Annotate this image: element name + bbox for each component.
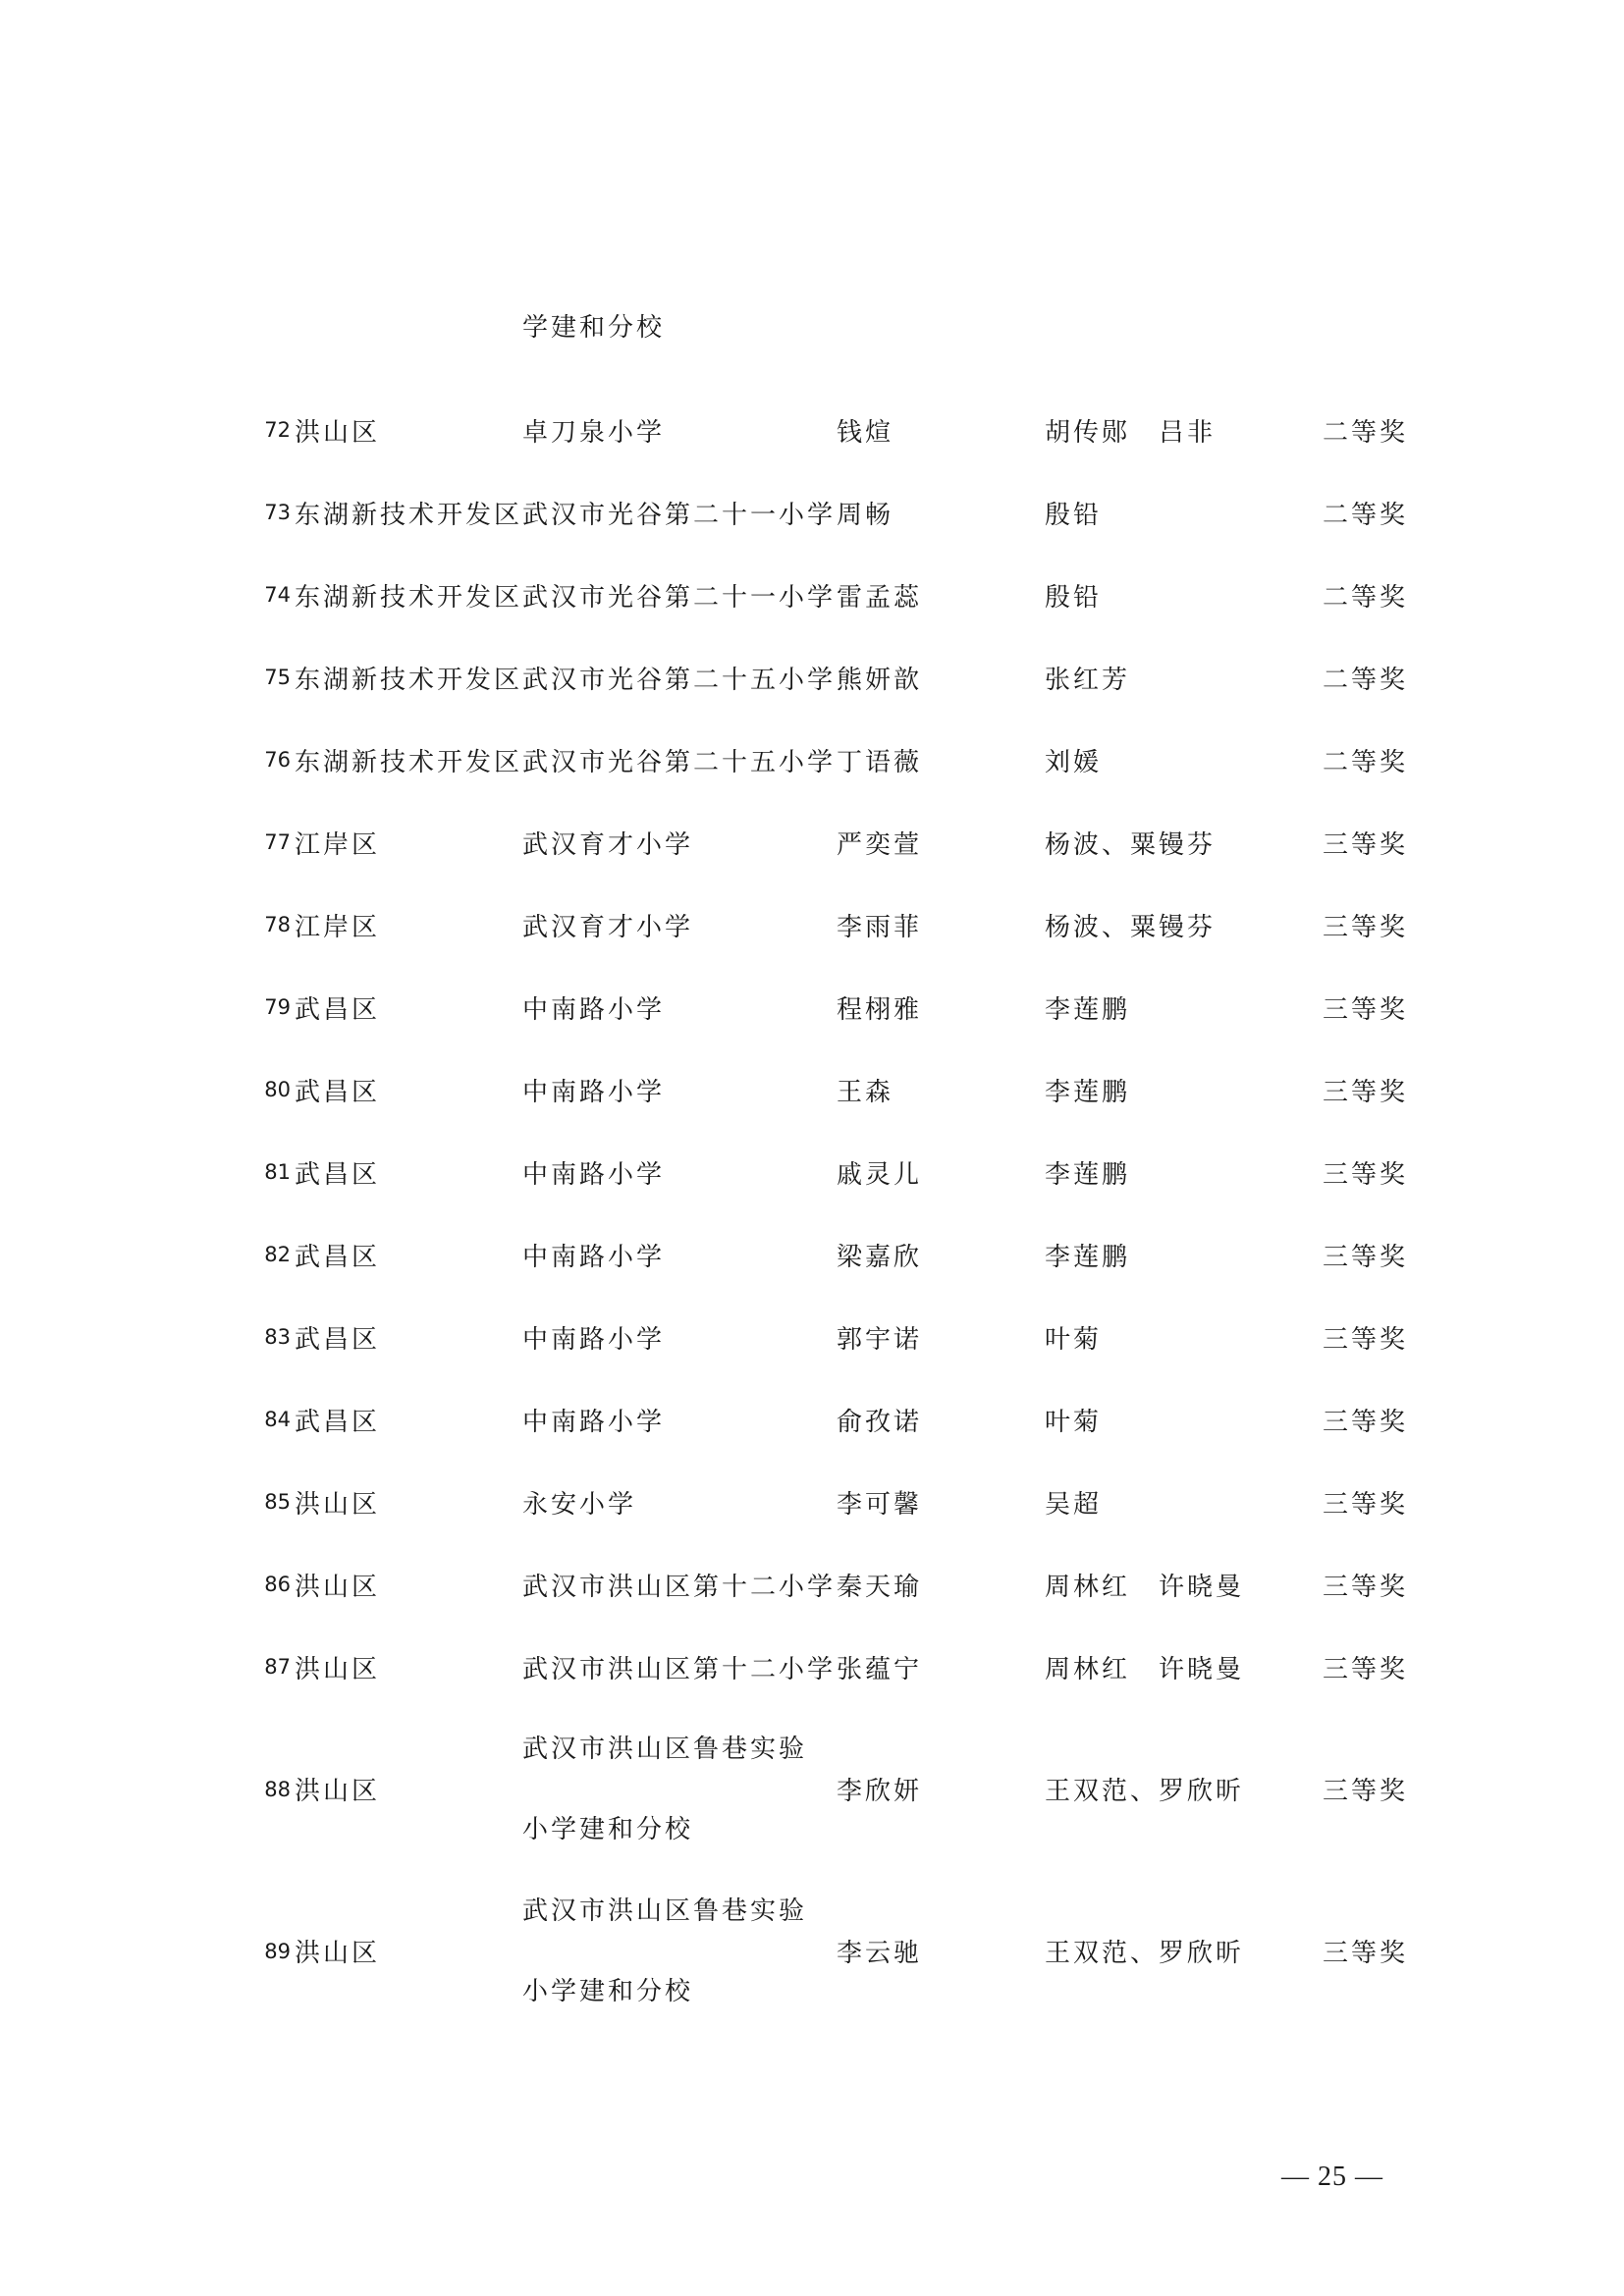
student-cell: 周畅	[837, 500, 894, 530]
table-row	[0, 1378, 1624, 1461]
table-row	[0, 1048, 1624, 1131]
school-cell: 武汉市光谷第二十五小学	[522, 665, 837, 695]
district-cell: 江岸区	[295, 829, 381, 860]
teacher-cell: 张红芳	[1045, 665, 1131, 695]
table-row	[0, 554, 1624, 636]
student-cell: 熊妍歆	[837, 665, 923, 695]
teacher-cell: 李莲鹏	[1045, 1242, 1131, 1272]
award-cell: 二等奖	[1323, 665, 1409, 695]
teacher-cell: 叶菊	[1045, 1324, 1103, 1355]
table-row	[0, 1213, 1624, 1296]
student-cell: 王森	[837, 1077, 894, 1107]
school-cell: 卓刀泉小学	[522, 417, 666, 448]
row-number: 75	[264, 666, 291, 689]
school-cell: 武汉市光谷第二十一小学	[522, 582, 837, 613]
teacher-cell: 周林红 许晓曼	[1045, 1572, 1245, 1602]
student-cell: 李雨菲	[837, 912, 923, 942]
district-cell: 武昌区	[295, 1159, 381, 1190]
school-cell: 中南路小学	[522, 1324, 666, 1355]
student-cell: 李云驰	[837, 1939, 923, 1968]
row-number: 78	[264, 913, 291, 936]
student-cell: 丁语薇	[837, 747, 923, 777]
school-cell: 武汉市光谷第二十五小学	[522, 747, 837, 777]
teacher-cell: 王双范、罗欣昕	[1045, 1777, 1245, 1806]
district-cell: 武昌区	[295, 1242, 381, 1272]
student-cell: 雷孟蕊	[837, 582, 923, 613]
teacher-cell: 殷铅	[1045, 582, 1103, 613]
award-cell: 二等奖	[1323, 582, 1409, 613]
row-number: 88	[264, 1777, 291, 1801]
teacher-cell: 李莲鹏	[1045, 1077, 1131, 1107]
row-number: 87	[264, 1655, 291, 1679]
student-cell: 程栩雅	[837, 994, 923, 1025]
award-cell: 三等奖	[1323, 1654, 1409, 1684]
district-cell: 洪山区	[295, 1489, 381, 1520]
row-number: 80	[264, 1078, 291, 1101]
award-cell: 三等奖	[1323, 994, 1409, 1025]
student-cell: 俞孜诺	[837, 1407, 923, 1437]
award-cell: 三等奖	[1323, 1324, 1409, 1355]
district-cell: 武昌区	[295, 1077, 381, 1107]
district-cell: 武昌区	[295, 1407, 381, 1437]
row-number: 85	[264, 1490, 291, 1514]
student-cell: 张蕴宁	[837, 1654, 923, 1684]
award-cell: 二等奖	[1323, 747, 1409, 777]
student-cell: 严奕萱	[837, 829, 923, 860]
school-cell: 永安小学	[522, 1489, 637, 1520]
table-row	[0, 719, 1624, 801]
row-number: 72	[264, 418, 291, 442]
table-row	[0, 471, 1624, 554]
student-cell: 李欣妍	[837, 1777, 923, 1806]
table-row	[0, 1296, 1624, 1378]
award-cell: 二等奖	[1323, 417, 1409, 448]
student-cell: 郭宇诺	[837, 1324, 923, 1355]
row-number: 79	[264, 995, 291, 1019]
page-number: — 25 —	[1281, 2162, 1383, 2192]
teacher-cell: 李莲鹏	[1045, 1159, 1131, 1190]
teacher-cell: 李莲鹏	[1045, 994, 1131, 1025]
teacher-cell: 刘媛	[1045, 747, 1103, 777]
row-number: 82	[264, 1243, 291, 1266]
teacher-cell: 叶菊	[1045, 1407, 1103, 1437]
teacher-cell: 吴超	[1045, 1489, 1103, 1520]
row-number: 81	[264, 1160, 291, 1184]
district-cell: 东湖新技术开发区	[295, 500, 523, 530]
school-cell: 武汉市洪山区鲁巷实验小学建和分校	[522, 1896, 808, 2006]
row-number: 74	[264, 583, 291, 607]
table-row	[0, 966, 1624, 1048]
student-cell: 李可馨	[837, 1489, 923, 1520]
teacher-cell: 周林红 许晓曼	[1045, 1654, 1245, 1684]
district-cell: 武昌区	[295, 994, 381, 1025]
student-cell: 梁嘉欣	[837, 1242, 923, 1272]
district-cell: 武昌区	[295, 1324, 381, 1355]
table-row	[0, 1461, 1624, 1543]
award-cell: 二等奖	[1323, 500, 1409, 530]
table-row	[0, 801, 1624, 883]
award-cell: 三等奖	[1323, 1242, 1409, 1272]
award-cell: 三等奖	[1323, 1939, 1409, 1968]
school-cell: 武汉市光谷第二十一小学	[522, 500, 837, 530]
teacher-cell: 杨波、粟镘芬	[1045, 829, 1217, 860]
row-number: 76	[264, 748, 291, 772]
school-cell: 中南路小学	[522, 1077, 666, 1107]
table-row	[0, 636, 1624, 719]
school-cell: 武汉育才小学	[522, 912, 694, 942]
table-row	[0, 883, 1624, 966]
school-cell: 中南路小学	[522, 1242, 666, 1272]
school-cell: 武汉市洪山区第十二小学	[522, 1572, 837, 1602]
row-number: 89	[264, 1939, 291, 1963]
district-cell: 洪山区	[295, 1939, 381, 1968]
district-cell: 东湖新技术开发区	[295, 747, 523, 777]
district-cell: 洪山区	[295, 1777, 381, 1806]
school-cell: 武汉育才小学	[522, 829, 694, 860]
continuation-text: 学建和分校	[522, 313, 666, 343]
row-number: 77	[264, 830, 291, 854]
school-cell: 武汉市洪山区鲁巷实验小学建和分校	[522, 1734, 808, 1844]
row-number: 73	[264, 501, 291, 524]
table-row	[0, 1626, 1624, 1708]
table-row	[0, 1543, 1624, 1626]
teacher-cell: 王双范、罗欣昕	[1045, 1939, 1245, 1968]
district-cell: 东湖新技术开发区	[295, 665, 523, 695]
teacher-cell: 殷铅	[1045, 500, 1103, 530]
district-cell: 东湖新技术开发区	[295, 582, 523, 613]
student-cell: 秦天瑜	[837, 1572, 923, 1602]
student-cell: 钱煊	[837, 417, 894, 448]
row-number: 83	[264, 1325, 291, 1349]
award-cell: 三等奖	[1323, 1077, 1409, 1107]
row-number: 86	[264, 1573, 291, 1596]
award-cell: 三等奖	[1323, 829, 1409, 860]
student-cell: 戚灵儿	[837, 1159, 923, 1190]
district-cell: 洪山区	[295, 1572, 381, 1602]
award-cell: 三等奖	[1323, 1572, 1409, 1602]
school-cell: 中南路小学	[522, 1159, 666, 1190]
table-row	[0, 1708, 1624, 1870]
teacher-cell: 杨波、粟镘芬	[1045, 912, 1217, 942]
teacher-cell: 胡传郧 吕非	[1045, 417, 1217, 448]
table-row	[0, 389, 1624, 471]
table-row	[0, 1870, 1624, 2032]
award-cell: 三等奖	[1323, 1407, 1409, 1437]
table-row	[0, 1131, 1624, 1213]
award-cell: 三等奖	[1323, 1489, 1409, 1520]
school-cell: 中南路小学	[522, 1407, 666, 1437]
award-table	[0, 389, 1624, 2032]
award-cell: 三等奖	[1323, 1777, 1409, 1806]
district-cell: 江岸区	[295, 912, 381, 942]
award-cell: 三等奖	[1323, 912, 1409, 942]
district-cell: 洪山区	[295, 1654, 381, 1684]
award-cell: 三等奖	[1323, 1159, 1409, 1190]
school-cell: 武汉市洪山区第十二小学	[522, 1654, 837, 1684]
school-cell: 中南路小学	[522, 994, 666, 1025]
row-number: 84	[264, 1408, 291, 1431]
district-cell: 洪山区	[295, 417, 381, 448]
